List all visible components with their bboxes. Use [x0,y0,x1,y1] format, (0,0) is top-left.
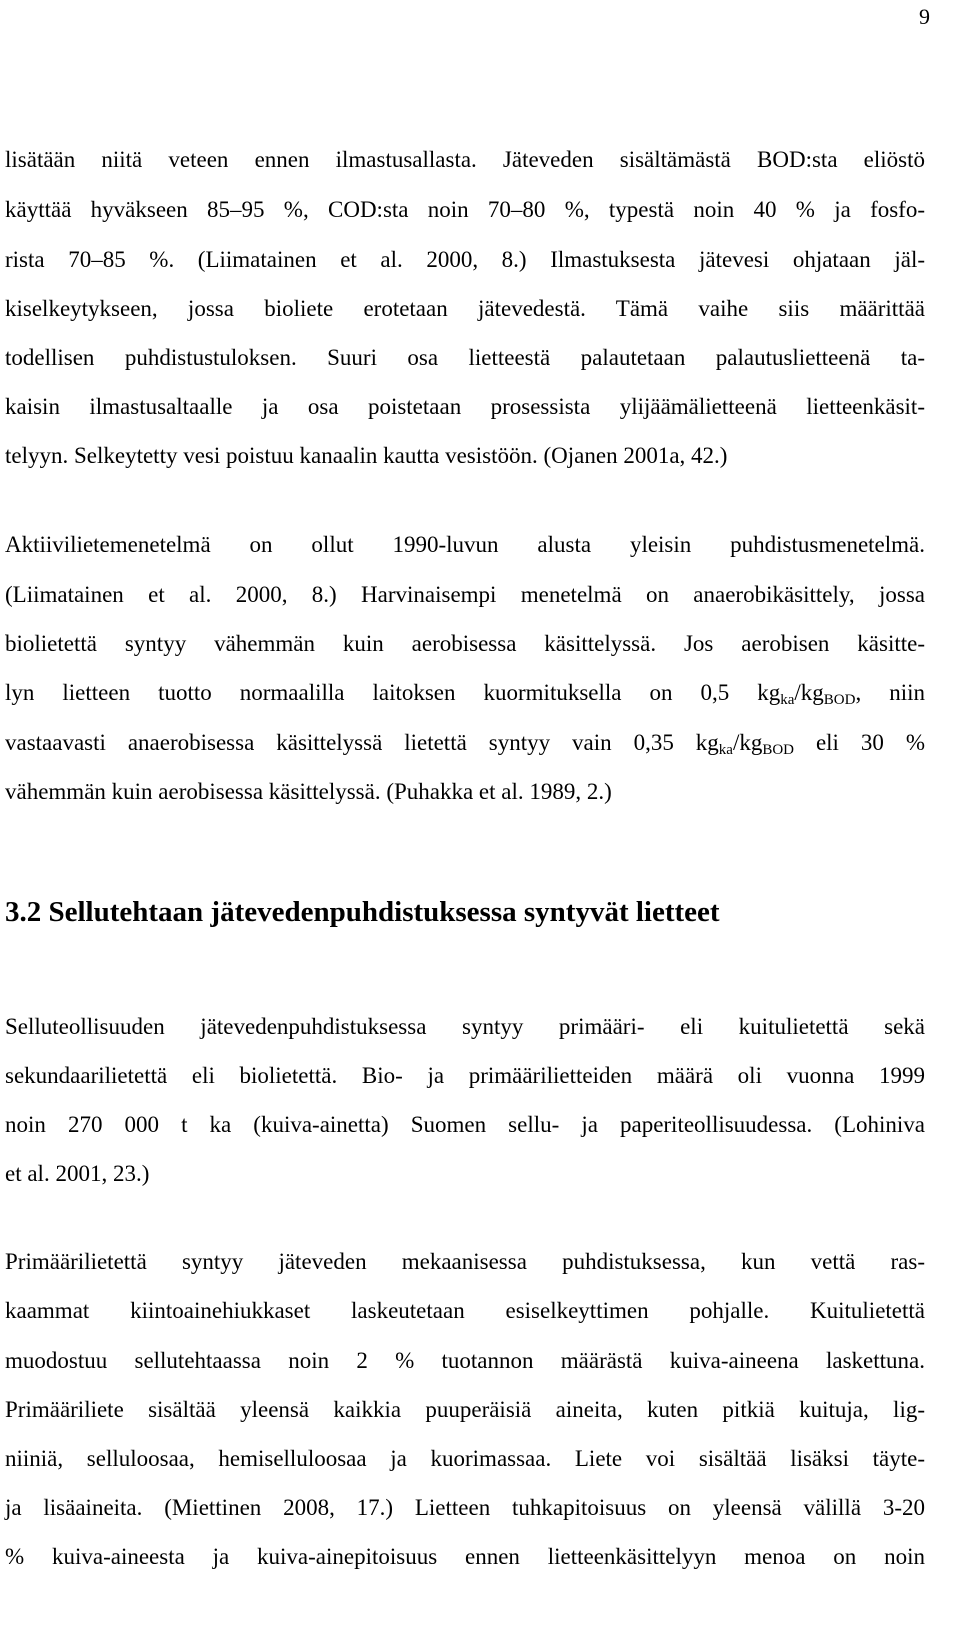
text-span: , niin [855,680,925,705]
text-line: Selluteollisuuden jätevedenpuhdistuksessa syntyy primääri- eli kuitulietettä sekä [5,1014,925,1039]
text-line: et al. 2001, 23.) [5,1161,150,1186]
text-line-with-subscript [5,678,925,708]
text-line: ja lisäaineita. (Miettinen 2008, 17.) Lietteen tuhkapitoisuus on yleensä välillä 3-20 [5,1495,925,1520]
text-line: % kuiva-aineesta ja kuiva-ainepitoisuus ennen lietteenkäsittelyyn menoa on noin [5,1544,925,1569]
text-line: kiselkeytykseen, jossa bioliete erotetaan jätevedestä. Tämä vaihe siis määrittää [5,296,925,321]
text-line: kaisin ilmastusaltaalle ja osa poistetaan prosessista ylijäämälietteenä lietteenkäsit- [5,394,925,419]
text-span: /kg [794,680,824,705]
text-line: lisätään niitä veteen ennen ilmastusallasta. Jäteveden sisältämästä BOD:sta eliöstö [5,147,925,172]
text-line: biolietettä syntyy vähemmän kuin aerobisessa käsittelyssä. Jos aerobisen käsitte- [5,631,925,656]
subscript: BOD [762,742,795,758]
text-line: (Liimatainen et al. 2000, 8.) Harvinaisempi menetelmä on anaerobikäsittely, jossa [5,582,925,607]
text-line: käyttää hyväkseen 85–95 %, COD:sta noin 70–80 %, typestä noin 40 % ja fosfo- [5,197,925,222]
subscript: ka [718,742,733,758]
text-line: niiniä, selluloosaa, hemiselluloosaa ja kuorimassaa. Liete voi sisältää lisäksi täyte- [5,1446,925,1471]
subscript: BOD [823,692,856,708]
text-line: telyyn. Selkeytetty vesi poistuu kanaalin kautta vesistöön. (Ojanen 2001a, 42.) [5,443,728,468]
text-span: eli 30 % [794,730,925,755]
text-span: /kg [732,730,763,755]
text-span: vastaavasti anaerobisessa käsittelyssä lietettä syntyy vain 0,35 kg [5,730,719,755]
text-line: vähemmän kuin aerobisessa käsittelyssä. (Puhakka et al. 1989, 2.) [5,779,612,804]
text-line: sekundaarilietettä eli biolietettä. Bio- ja primäärilietteiden määrä oli vuonna 1999 [5,1063,925,1088]
text-line: todellisen puhdistustuloksen. Suuri osa lietteestä palautetaan palautuslietteenä ta- [5,345,925,370]
text-line: Primääriliete sisältää yleensä kaikkia puuperäisiä aineita, kuten pitkiä kuituja, lig- [5,1397,925,1422]
text-span: lyn lietteen tuotto normaalilla laitoksen kuormituksella on 0,5 kg [5,680,781,705]
page-number: 9 [919,4,930,29]
subscript: ka [780,692,795,708]
section-heading: 3.2 Sellutehtaan jätevedenpuhdistuksessa syntyvät lietteet [5,896,720,928]
text-line: rista 70–85 %. (Liimatainen et al. 2000, 8.) Ilmastuksesta jätevesi ohjataan jäl- [5,247,925,272]
text-line: noin 270 000 t ka (kuiva-ainetta) Suomen sellu- ja paperiteollisuudessa. (Lohiniva [5,1112,925,1137]
text-line: Primäärilietettä syntyy jäteveden mekaanisessa puhdistuksessa, kun vettä ras- [5,1249,925,1274]
text-line: kaammat kiintoainehiukkaset laskeutetaan esiselkeyttimen pohjalle. Kuitulietettä [5,1298,925,1323]
text-line: Aktiivilietemenetelmä on ollut 1990-luvun alusta yleisin puhdistusmenetelmä. [5,532,925,557]
text-line: muodostuu sellutehtaassa noin 2 % tuotannon määrästä kuiva-aineena laskettuna. [5,1348,925,1373]
text-line-with-subscript [5,728,925,758]
